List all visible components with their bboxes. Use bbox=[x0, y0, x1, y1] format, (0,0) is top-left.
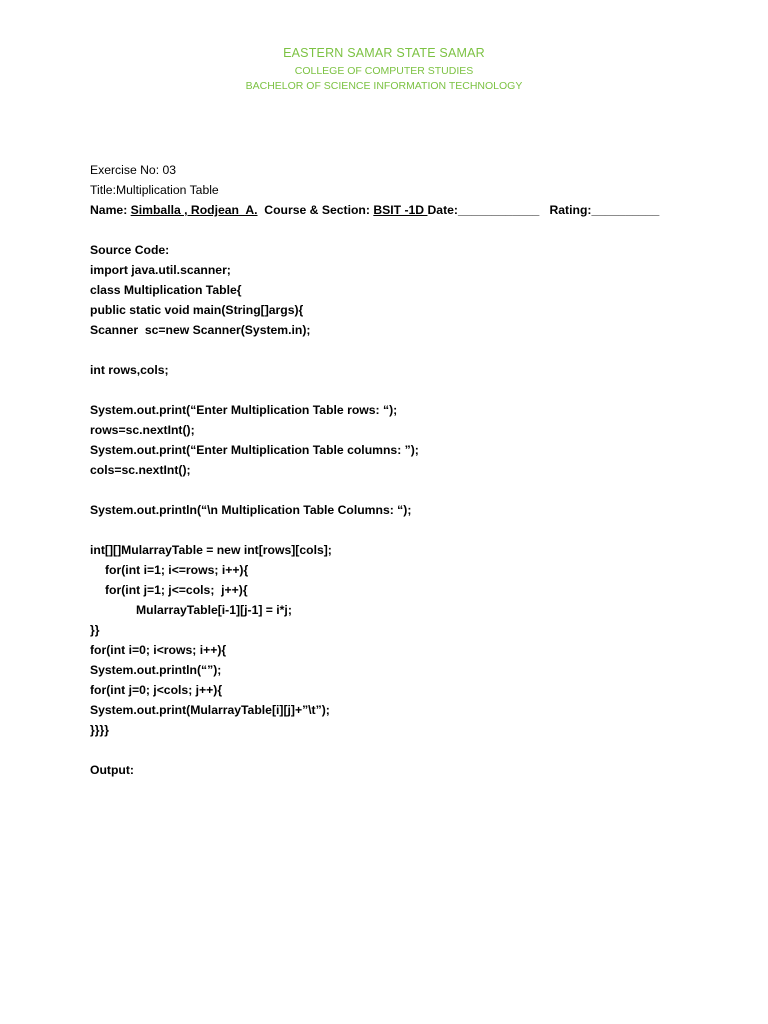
code-line: for(int j=1; j<=cols; j++){ bbox=[105, 583, 248, 597]
student-info-line bbox=[90, 200, 730, 220]
code-line: for(int i=1; i<=rows; i++){ bbox=[105, 563, 249, 577]
college-name: COLLEGE OF COMPUTER STUDIES bbox=[294, 65, 474, 77]
exercise-number: Exercise No: 03 bbox=[90, 163, 177, 177]
source-code-heading: Source Code: bbox=[90, 243, 170, 257]
spacer bbox=[90, 740, 730, 760]
code-line bbox=[90, 520, 730, 540]
code-line bbox=[90, 380, 730, 400]
code-line: for(int j=0; j<cols; j++){ bbox=[90, 683, 223, 697]
code-line: System.out.println(“”); bbox=[90, 663, 222, 677]
code-line: class Multiplication Table{ bbox=[90, 283, 242, 297]
code-line: for(int i=0; i<rows; i++){ bbox=[90, 643, 227, 657]
code-line: }}}} bbox=[90, 723, 109, 737]
code-line bbox=[90, 480, 730, 500]
code-line: System.out.println(“\n Multiplication Table Columns: “); bbox=[90, 503, 412, 517]
date-label: Date:____________ bbox=[427, 203, 540, 217]
code-line: }} bbox=[90, 623, 100, 637]
course-label: Course & Section: bbox=[257, 203, 374, 217]
program-name: BACHELOR OF SCIENCE INFORMATION TECHNOLOGY bbox=[245, 80, 523, 92]
name-value: Simballa , Rodjean A. bbox=[130, 203, 258, 217]
code-line: rows=sc.nextInt(); bbox=[90, 423, 195, 437]
course-value: BSIT -1D bbox=[373, 203, 428, 217]
name-label: Name: bbox=[90, 203, 131, 217]
rating-label: Rating:__________ bbox=[539, 203, 660, 217]
code-line bbox=[90, 340, 730, 360]
exercise-title: Title:Multiplication Table bbox=[90, 183, 219, 197]
code-line: import java.util.scanner; bbox=[90, 263, 231, 277]
code-line: Scanner sc=new Scanner(System.in); bbox=[90, 323, 311, 337]
code-line: public static void main(String[]args){ bbox=[90, 303, 304, 317]
code-line: MularrayTable[i-1][j-1] = i*j; bbox=[136, 603, 292, 617]
code-line: System.out.print(“Enter Multiplication Table rows: “); bbox=[90, 403, 398, 417]
code-line: System.out.print(“Enter Multiplication Table columns: ”); bbox=[90, 443, 419, 457]
code-line: cols=sc.nextInt(); bbox=[90, 463, 191, 477]
code-line: System.out.print(MularrayTable[i][j]+”\t”); bbox=[90, 703, 330, 717]
exercise-body bbox=[90, 160, 730, 780]
university-name: EASTERN SAMAR STATE SAMAR bbox=[283, 46, 485, 60]
spacer bbox=[90, 220, 730, 240]
output-heading: Output: bbox=[90, 763, 134, 777]
code-line: int rows,cols; bbox=[90, 363, 169, 377]
code-line: int[][]MularrayTable = new int[rows][cols]; bbox=[90, 543, 332, 557]
